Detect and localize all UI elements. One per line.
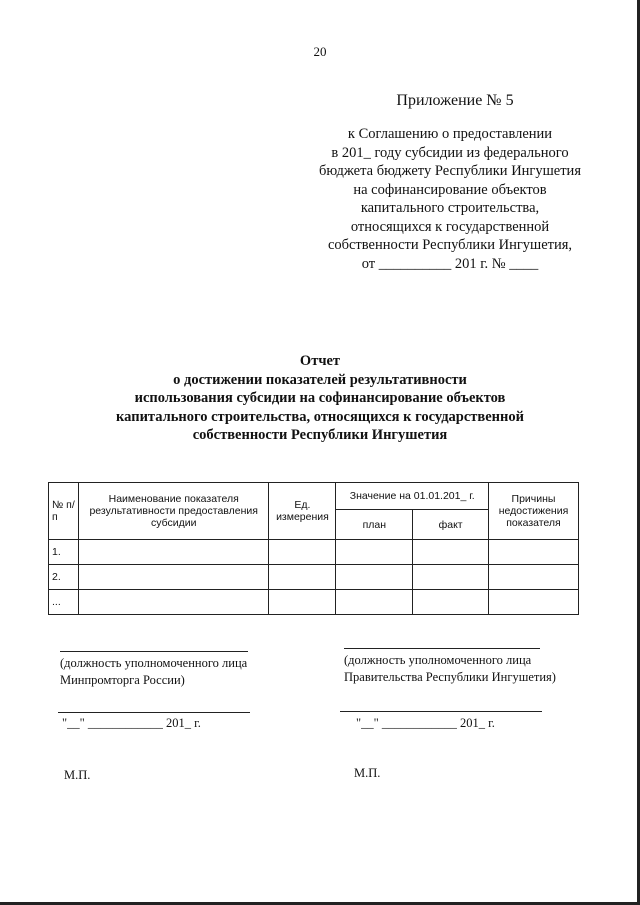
cell-unit	[269, 565, 336, 590]
stamp-left: М.П.	[64, 768, 91, 782]
cell-unit	[269, 540, 336, 565]
header-value: Значение на 01.01.201_ г.	[336, 483, 489, 510]
appendix-line: относящихся к государственной	[350, 218, 550, 235]
appendix-subtitle	[300, 125, 600, 273]
report-title-line: Отчет	[299, 353, 341, 369]
signature-date-right: "__" ____________ 201_ г.	[356, 716, 495, 730]
cell-name	[78, 590, 269, 615]
header-num: № п/п	[49, 483, 79, 540]
report-title-line: собственности Республики Ингушетия	[192, 427, 448, 443]
signature-line-right	[344, 648, 540, 649]
appendix-line: собственности Республики Ингушетия,	[327, 237, 573, 253]
header-unit: Ед. измерения	[269, 483, 336, 540]
cell-fact	[413, 540, 489, 565]
cell-name	[78, 540, 269, 565]
report-table	[48, 482, 579, 615]
appendix-line: в 201_ году субсидии из федерального	[331, 144, 569, 161]
table-row	[49, 565, 579, 590]
cell-num: 1.	[49, 540, 79, 565]
cell-fact	[413, 590, 489, 615]
appendix-title: Приложение № 5	[396, 92, 514, 109]
cell-name	[78, 565, 269, 590]
report-title-line: капитального строительства, относящихся к государственной	[116, 408, 524, 425]
appendix-line: от __________ 201 г. № ____	[361, 255, 539, 272]
report-title	[60, 352, 580, 445]
appendix-line: капитального строительства,	[360, 200, 540, 216]
stamp-right: М.П.	[354, 766, 381, 780]
date-separator-left	[58, 712, 250, 713]
header-plan: план	[336, 510, 413, 540]
header-name: Наименование показателя результативности предоставления субсидии	[78, 483, 269, 540]
cell-reasons	[489, 590, 579, 615]
date-separator-right	[340, 711, 542, 712]
header-fact: факт	[413, 510, 489, 540]
report-title-line: использования субсидии на софинансирование объектов	[134, 390, 506, 406]
signature-position-right: (должность уполномоченного лица Правительства Республики Ингушетия)	[344, 653, 556, 684]
page-number: 20	[313, 44, 327, 59]
cell-plan	[336, 565, 413, 590]
appendix-line: к Соглашению о предоставлении	[347, 126, 553, 142]
header-reasons: Причины недостижения показателя	[489, 483, 579, 540]
appendix-line: бюджета бюджету Республики Ингушетия	[319, 163, 581, 179]
table-row	[49, 540, 579, 565]
signature-position-left: (должность уполномоченного лица Минпромторга России)	[60, 656, 248, 687]
table-row	[49, 590, 579, 615]
cell-num: 2.	[49, 565, 79, 590]
cell-plan	[336, 540, 413, 565]
cell-reasons	[489, 565, 579, 590]
signature-date-left: "__" ____________ 201_ г.	[62, 716, 201, 730]
report-title-line: о достижении показателей результативности	[173, 371, 467, 388]
cell-fact	[413, 565, 489, 590]
appendix-line: на софинансирование объектов	[353, 181, 547, 198]
cell-reasons	[489, 540, 579, 565]
cell-plan	[336, 590, 413, 615]
cell-num: ...	[49, 590, 79, 615]
signature-line-left	[60, 651, 248, 652]
cell-unit	[269, 590, 336, 615]
